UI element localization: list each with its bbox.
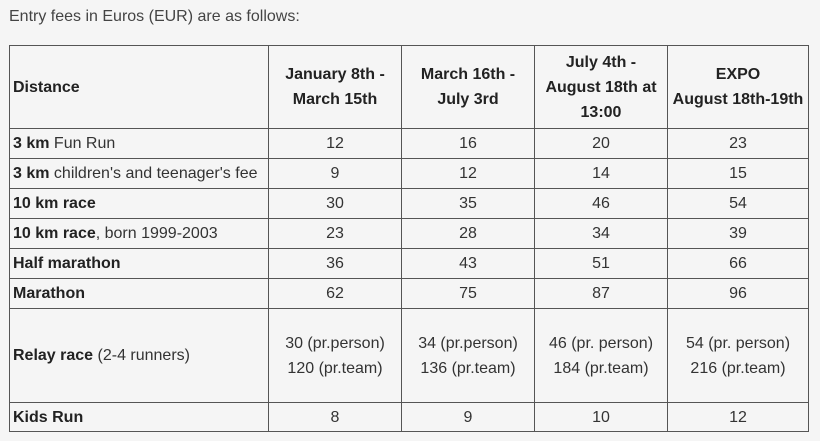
header-period-2 <box>402 46 535 129</box>
table-row-kids-run <box>10 403 809 432</box>
fee-cell: 46 <box>535 189 668 219</box>
header-period-3-line-1: July 4th - <box>565 53 637 71</box>
entry-fees-table <box>9 45 809 432</box>
fee-cell: 10 <box>535 403 668 432</box>
fee-cell: 75 <box>402 279 535 309</box>
fee-cell: 34 <box>535 219 668 249</box>
header-period-1 <box>269 46 402 129</box>
fee-cell: 36 <box>269 249 402 279</box>
fee-cell: 9 <box>269 159 402 189</box>
fee-cell: 23 <box>269 219 402 249</box>
header-distance: Distance <box>10 46 269 129</box>
row-label: Marathon <box>10 279 269 309</box>
header-expo <box>668 46 809 129</box>
fee-cell: 39 <box>668 219 809 249</box>
header-row <box>10 46 809 129</box>
row-label: 3 km Fun Run <box>10 129 269 159</box>
table-row-3km-fun-run <box>10 129 809 159</box>
table-row-half-marathon <box>10 249 809 279</box>
row-label: Half marathon <box>10 249 269 279</box>
table-row-10km-race <box>10 189 809 219</box>
row-label: 3 km children's and teenager's fee <box>10 159 269 189</box>
fee-cell <box>668 309 809 403</box>
fee-cell <box>535 309 668 403</box>
row-label: 10 km race <box>10 189 269 219</box>
relay-team-fee: 136 (pr.team) <box>420 359 516 377</box>
fee-cell: 96 <box>668 279 809 309</box>
header-expo-line-1: EXPO <box>715 66 761 83</box>
relay-team-fee: 184 (pr.team) <box>553 359 649 377</box>
header-expo-line-2: August 18th-19th <box>672 91 804 108</box>
fee-cell <box>269 309 402 403</box>
header-period-1-line-1: January 8th - <box>285 66 385 83</box>
relay-team-fee: 216 (pr.team) <box>690 359 786 377</box>
fee-cell: 28 <box>402 219 535 249</box>
fee-cell: 51 <box>535 249 668 279</box>
fee-cell: 20 <box>535 129 668 159</box>
fee-cell <box>402 309 535 403</box>
table-row-relay-race <box>10 309 809 403</box>
fee-cell: 35 <box>402 189 535 219</box>
header-period-3 <box>535 46 668 129</box>
header-period-2-line-2: July 3rd <box>437 91 499 108</box>
fee-cell: 16 <box>402 129 535 159</box>
relay-person-fee: 34 (pr.person) <box>418 334 518 352</box>
header-period-3-line-3: 13:00 <box>580 103 622 121</box>
fee-cell: 23 <box>668 129 809 159</box>
fee-cell: 54 <box>668 189 809 219</box>
table-row-3km-children <box>10 159 809 189</box>
fee-cell: 30 <box>269 189 402 219</box>
fee-cell: 87 <box>535 279 668 309</box>
relay-person-fee: 54 (pr. person) <box>685 334 791 352</box>
fee-cell: 62 <box>269 279 402 309</box>
header-period-3-line-2: August 18th at <box>545 78 657 96</box>
row-label: Relay race (2-4 runners) <box>10 309 269 403</box>
fee-cell: 12 <box>668 403 809 432</box>
fee-cell: 12 <box>402 159 535 189</box>
table-row-marathon <box>10 279 809 309</box>
relay-person-fee: 30 (pr.person) <box>285 334 385 352</box>
intro-text: Entry fees in Euros (EUR) are as follows: <box>9 8 300 25</box>
header-period-1-line-2: March 15th <box>292 91 378 108</box>
row-label: Kids Run <box>10 403 269 432</box>
fee-cell: 9 <box>402 403 535 432</box>
fee-cell: 14 <box>535 159 668 189</box>
fee-cell: 15 <box>668 159 809 189</box>
fee-cell: 43 <box>402 249 535 279</box>
header-period-2-line-1: March 16th - <box>420 66 516 83</box>
fee-cell: 8 <box>269 403 402 432</box>
row-label: 10 km race, born 1999-2003 <box>10 219 269 249</box>
relay-person-fee: 46 (pr. person) <box>548 334 654 352</box>
fee-cell: 12 <box>269 129 402 159</box>
relay-team-fee: 120 (pr.team) <box>287 359 383 377</box>
table-row-10km-race-born <box>10 219 809 249</box>
fee-cell: 66 <box>668 249 809 279</box>
